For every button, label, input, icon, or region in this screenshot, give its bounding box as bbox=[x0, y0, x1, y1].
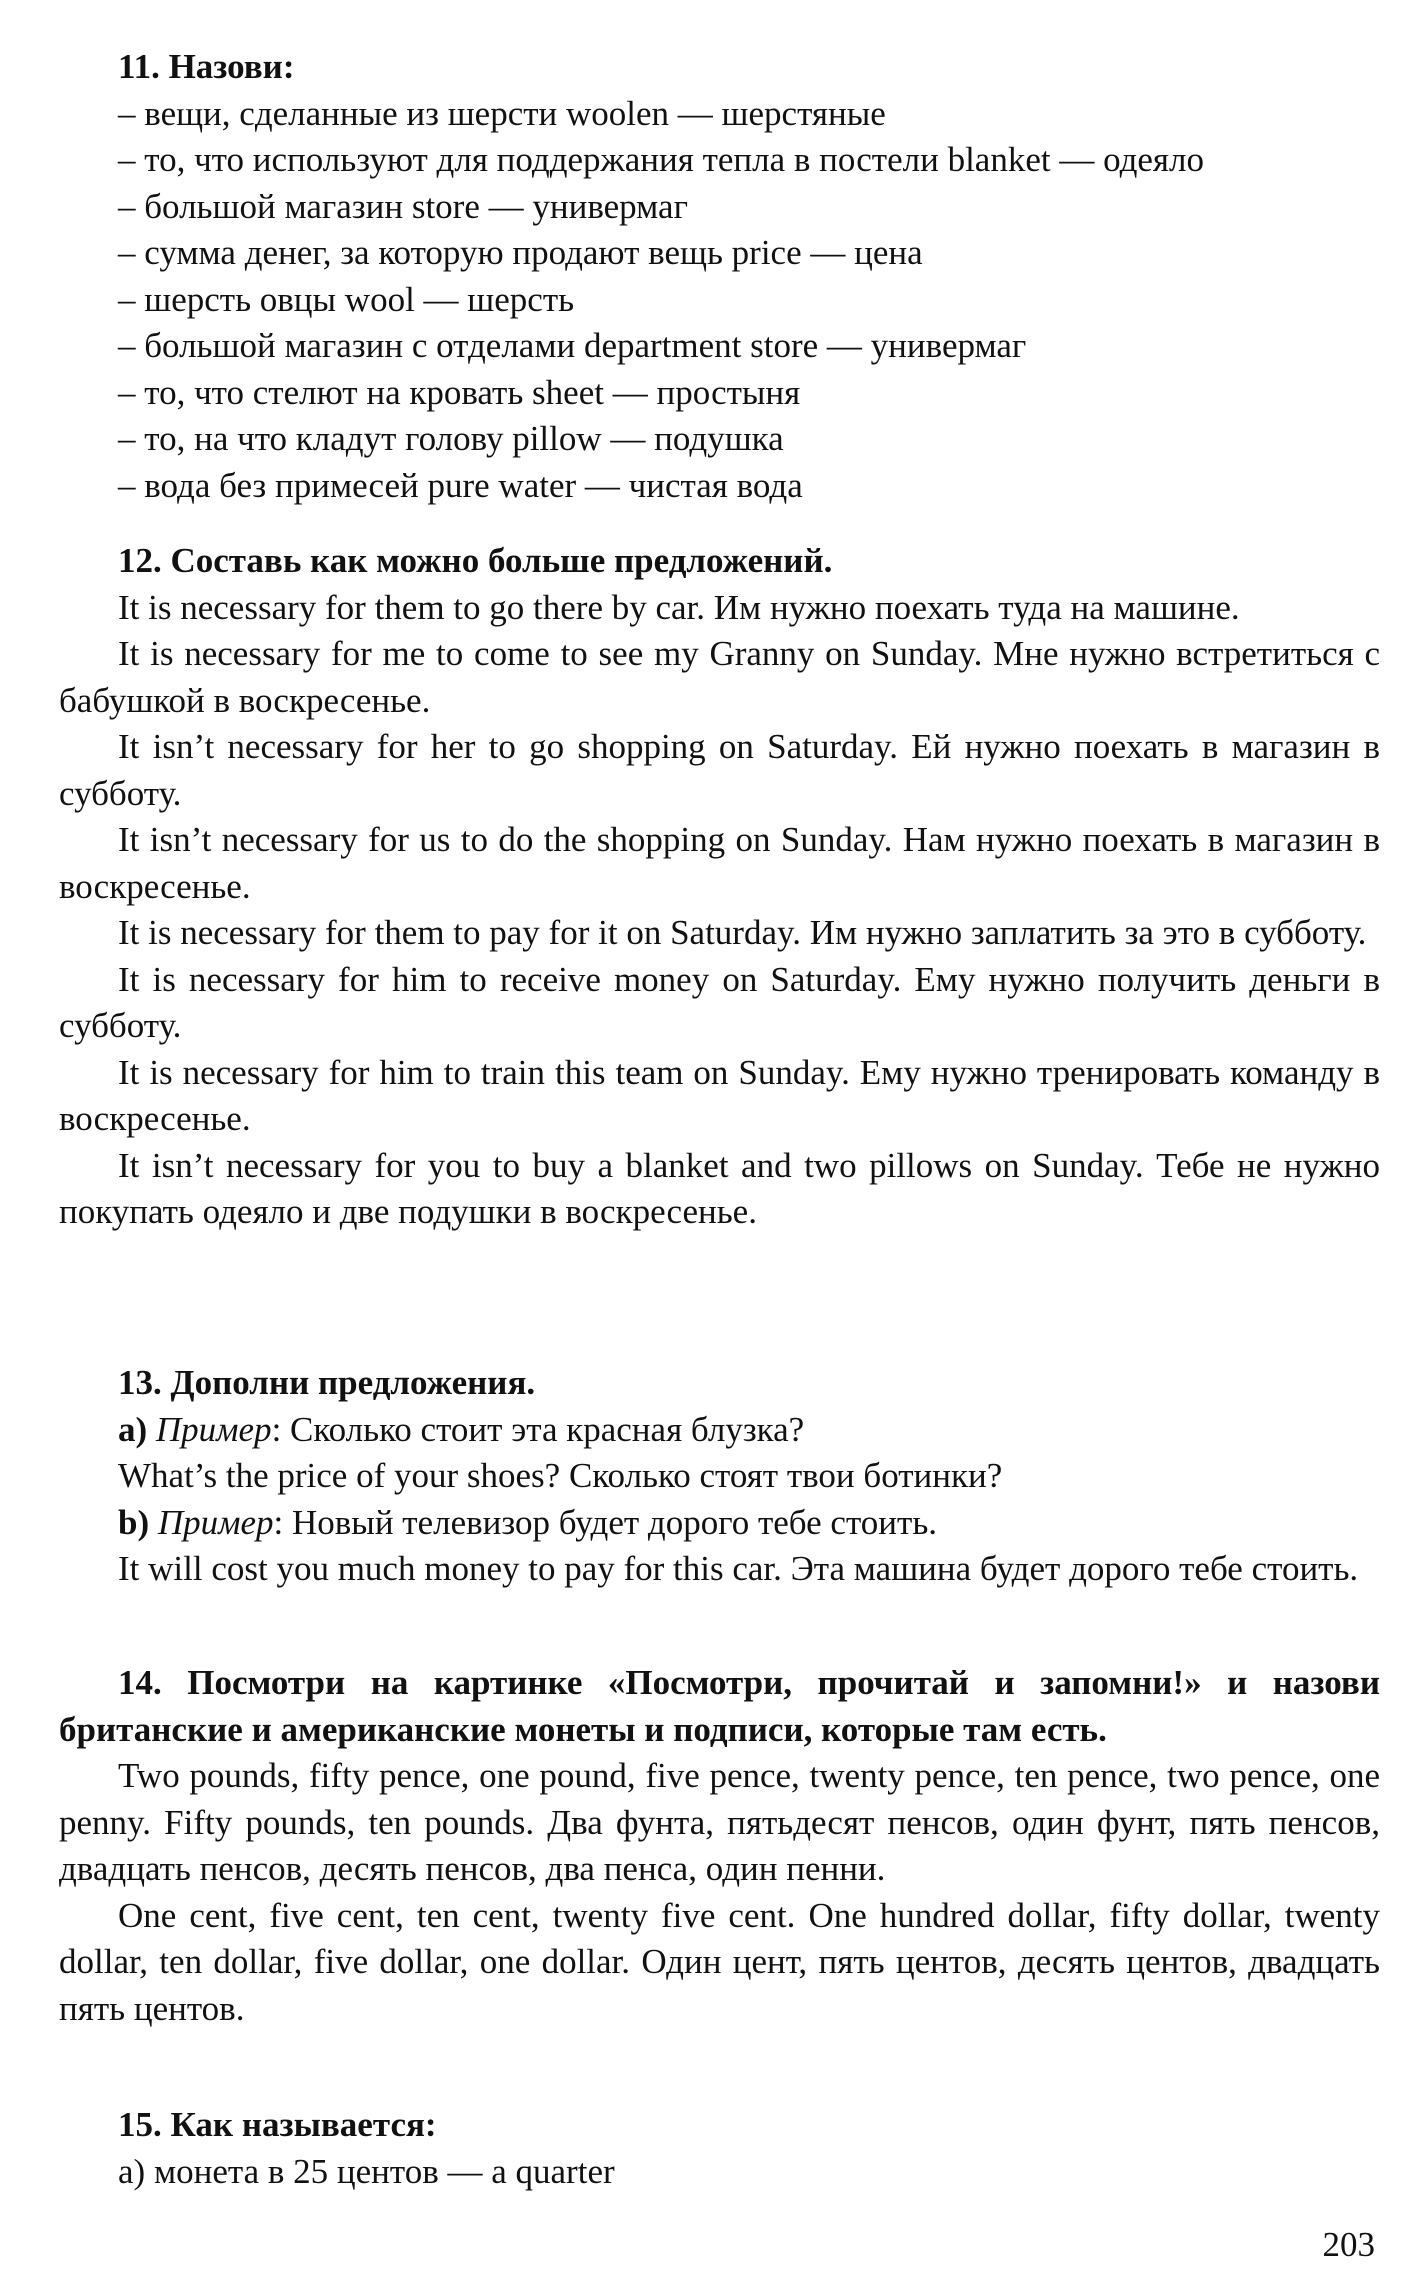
list-item: – шерсть овцы wool — шерсть bbox=[118, 279, 575, 319]
list-item: а) монета в 25 центов — a quarter bbox=[118, 2151, 615, 2191]
section-15 bbox=[59, 2102, 1380, 2195]
section-14 bbox=[59, 1660, 1380, 2032]
section-heading: 11. Назови: bbox=[118, 47, 295, 86]
list-item: – вещи, сделанные из шерсти woolen — шерстяные bbox=[118, 93, 886, 133]
answer-a: What’s the price of your shoes? Сколько стоят твои ботинки? bbox=[118, 1456, 1003, 1495]
label-a: а) bbox=[118, 1409, 148, 1449]
section-heading: 12. Составь как можно больше предложений. bbox=[118, 541, 833, 580]
answer-b: It will cost you much money to pay for this car. Эта машина будет дорого тебе стоить. bbox=[118, 1549, 1359, 1588]
list-item: – то, что стелют на кровать sheet — простыня bbox=[118, 372, 801, 412]
example-b bbox=[59, 1500, 1380, 1547]
section-13 bbox=[59, 1360, 1380, 1593]
section-12 bbox=[59, 538, 1380, 1236]
paragraph: One cent, five cent, ten cent, twenty five cent. One hundred dollar, fifty dollar, twenty dollar, ten dollar, five dollar, one dollar. Один цент, пять центов, десять центов, двадцать пять центов. bbox=[59, 1895, 1380, 2028]
section-heading: 15. Как называется: bbox=[118, 2105, 437, 2144]
page-number: 203 bbox=[1322, 2225, 1375, 2264]
paragraph: It is necessary for me to come to see my Granny on Sunday. Мне нужно встретиться с бабушкой в воскресенье. bbox=[59, 634, 1380, 720]
list-item: – то, что используют для поддержания тепла в постели blanket — одеяло bbox=[118, 140, 1204, 179]
paragraph: It isn’t necessary for her to go shopping on Saturday. Ей нужно поехать в магазин в субботу. bbox=[59, 727, 1380, 813]
list-item: – то, на что кладут голову pillow — подушка bbox=[118, 419, 784, 458]
list-item: – вода без примесей pure water — чистая вода bbox=[118, 465, 803, 505]
list-item: – большой магазин store — универмаг bbox=[118, 186, 688, 226]
paragraph: Two pounds, fifty pence, one pound, five pence, twenty pence, ten pence, two pence, one penny. Fifty pounds, ten pounds. Два фунта, пятьдесят пенсов, один фунт, пять пенсов, двадцать пенсов, десять пенсов, два пенса, один пенни. bbox=[59, 1756, 1380, 1888]
paragraph: It isn’t necessary for us to do the shopping on Sunday. Нам нужно поехать в магазин в воскресенье. bbox=[59, 820, 1380, 906]
list-item: – сумма денег, за которую продают вещь price — цена bbox=[118, 233, 923, 272]
section-heading: 13. Дополни предложения. bbox=[118, 1363, 536, 1402]
paragraph: It is necessary for him to train this team on Sunday. Ему нужно тренировать команду в воскресенье. bbox=[59, 1052, 1380, 1138]
paragraph: It is necessary for them to go there by car. Им нужно поехать туда на машине. bbox=[118, 587, 1240, 627]
example-label: Пример bbox=[155, 1409, 272, 1449]
section-11 bbox=[59, 44, 1380, 509]
paragraph: It is necessary for them to pay for it on Saturday. Им нужно заплатить за это в субботу. bbox=[118, 913, 1367, 952]
paragraph: It is necessary for him to receive money on Saturday. Ему нужно получить деньги в субботу. bbox=[59, 959, 1380, 1045]
example-a bbox=[59, 1407, 1380, 1454]
example-label: Пример bbox=[157, 1502, 274, 1542]
label-b: b) bbox=[118, 1502, 150, 1542]
paragraph: It isn’t necessary for you to buy a blanket and two pillows on Sunday. Тебе не нужно покупать одеяло и две подушки в воскресенье. bbox=[59, 1145, 1380, 1231]
example-text: : Новый телевизор будет дорого тебе стоить. bbox=[273, 1502, 938, 1542]
section-heading: 14. Посмотри на картинке «Посмотри, прочитай и запомни!» и назови британские и американские монеты и подписи, которые там есть. bbox=[59, 1663, 1380, 1749]
example-text: : Сколько стоит эта красная блузка? bbox=[271, 1409, 805, 1449]
list-item: – большой магазин с отделами department store — универмаг bbox=[118, 326, 1027, 365]
